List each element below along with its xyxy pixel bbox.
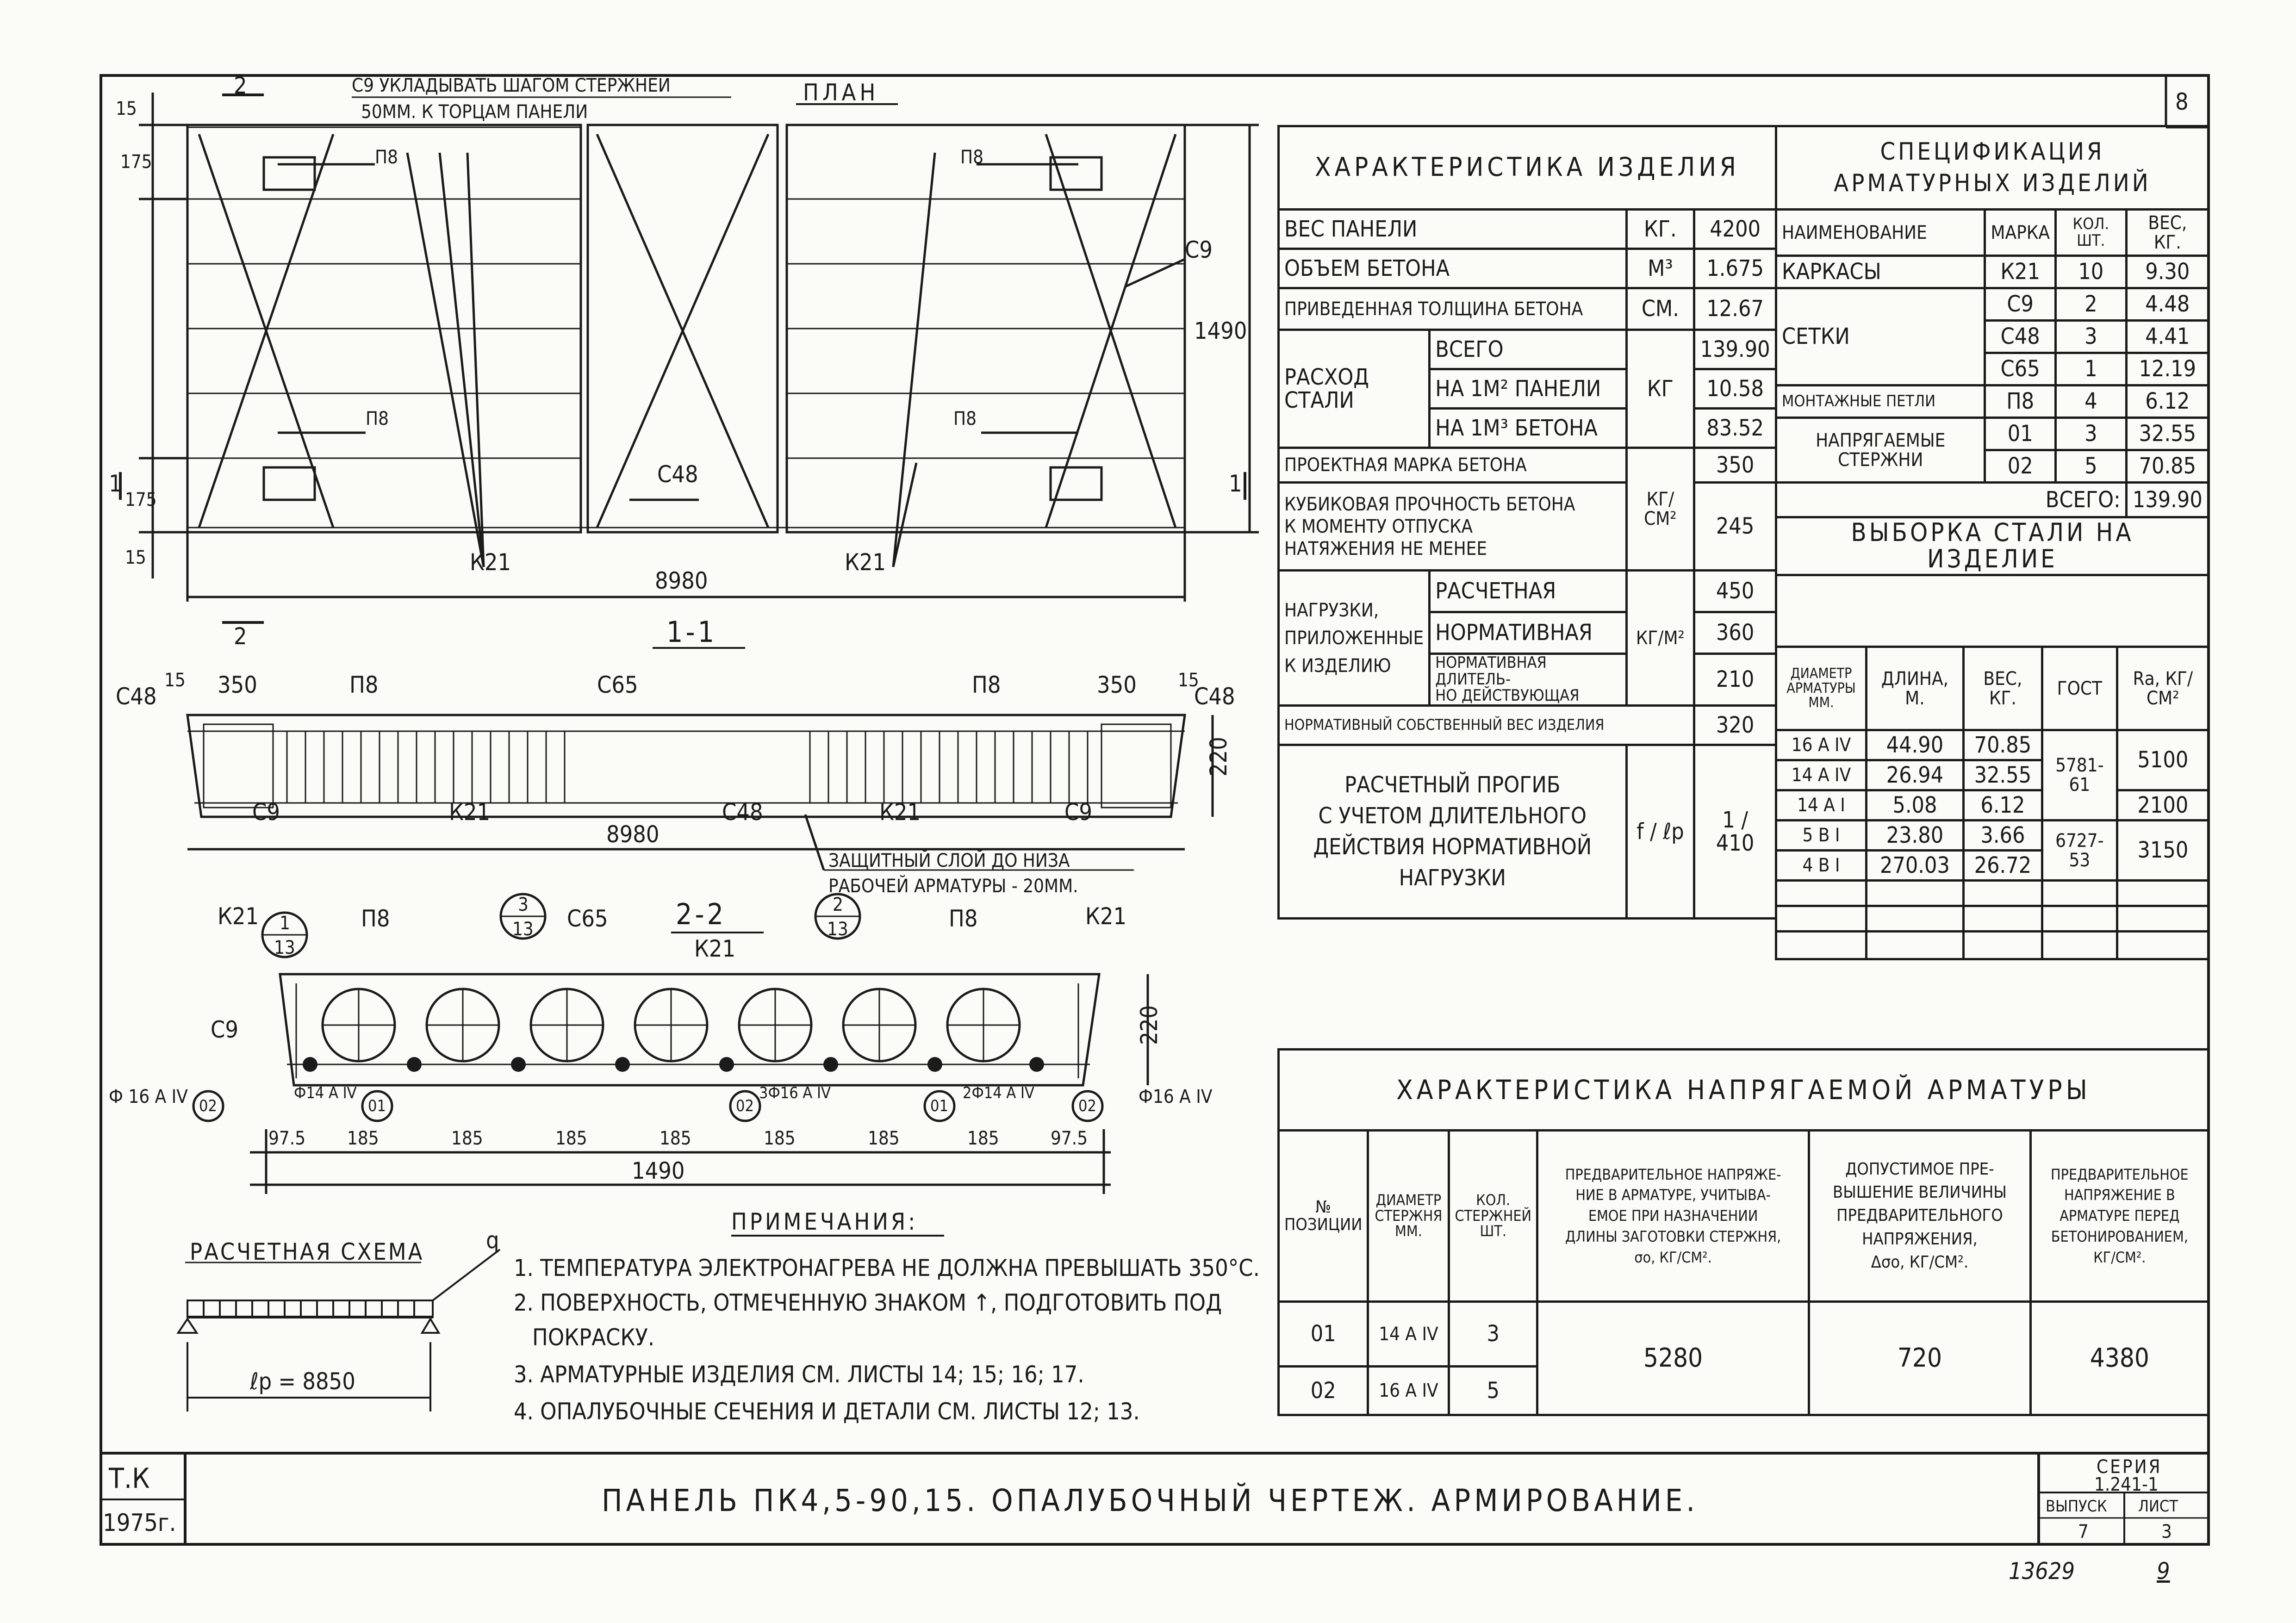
char-volume-label: ОБЪЕМ БЕТОНА <box>1279 249 1627 288</box>
sel-row1-w: 32.55 <box>1963 760 2042 790</box>
s22-phi16-3: 3Ф16 А IV <box>759 1084 831 1102</box>
spec-row0-mark: К21 <box>1985 256 2056 288</box>
char-steel-total-value: 139.90 <box>1694 330 1776 369</box>
s22-dim-5: 185 <box>764 1128 796 1149</box>
char-load-calc-label: РАСЧЕТНАЯ <box>1430 571 1626 612</box>
ps-h-dev-4: НАПРЯЖЕНИЯ, <box>1862 1229 1978 1249</box>
spec-row0-weight: 9.30 <box>2126 256 2209 288</box>
s11-dim-8980: 8980 <box>606 821 660 848</box>
sel-row2-dia: 14 А I <box>1776 790 1867 821</box>
spec-row1-name: СЕТКИ <box>1776 288 1985 386</box>
steel-selection-table <box>1775 646 2210 960</box>
spec-row1-mark: С9 <box>1985 288 2056 321</box>
characteristics-table <box>1277 125 1777 920</box>
plan-c48: С48 <box>657 461 698 488</box>
plan-dim-15-bottom: 15 <box>125 547 146 568</box>
title-series-label: СЕРИЯ <box>2097 1456 2162 1478</box>
char-load-norm-label: НОРМАТИВНАЯ <box>1430 612 1626 654</box>
section-marker-top: 2 <box>234 72 247 99</box>
s22-dim-220: 220 <box>1135 1005 1163 1045</box>
bar-02-m: 02 <box>736 1097 754 1115</box>
spec-row4-mark: П8 <box>1985 386 2056 418</box>
ps-h-sigma-5: σо, КГ/СМ². <box>1634 1248 1712 1266</box>
sel-row0-dia: 16 А IV <box>1776 730 1867 760</box>
spec-h-qty: КОЛ. ШТ. <box>2055 210 2126 256</box>
spec-row2-weight: 4.41 <box>2126 321 2209 353</box>
sel-ra-3: 3150 <box>2117 821 2209 881</box>
spec-h-name: НАИМЕНОВАНИЕ <box>1776 210 1985 256</box>
plan-dim-8980: 8980 <box>655 567 708 594</box>
section-marker-left: 1 <box>109 470 122 497</box>
title-org: Т.К <box>109 1462 150 1495</box>
ps-h-dev-2: ВЫШЕНИЕ ВЕЛИЧИНЫ <box>1833 1182 2007 1202</box>
spec-h-weight: ВЕС, КГ. <box>2126 210 2209 256</box>
bar-02-l: 02 <box>199 1097 217 1115</box>
plan-k21-1: К21 <box>470 549 511 576</box>
spec-row6-qty: 5 <box>2055 450 2126 483</box>
ps-h-sigma-3: ЕМОЕ ПРИ НАЗНАЧЕНИИ <box>1588 1207 1758 1225</box>
ps-pre: 4380 <box>2030 1302 2209 1415</box>
spec-h-mark: МАРКА <box>1985 210 2056 256</box>
ps-h-pre-5: КГ/СМ². <box>2093 1248 2146 1266</box>
s22-dim-4: 185 <box>660 1128 691 1149</box>
section-marker-bottom: 2 <box>234 623 247 650</box>
ps-h-pre-2: НАПРЯЖЕНИЕ В <box>2064 1186 2175 1204</box>
callout-3-bot: 13 <box>512 919 534 940</box>
char-deflection-3: ДЕЙСТВИЯ НОРМАТИВНОЙ <box>1313 834 1592 860</box>
s11-dim-15-l: 15 <box>164 670 186 691</box>
ps-h-pre-4: БЕТОНИРОВАНИЕМ, <box>2051 1227 2188 1245</box>
archive-number: 13629 <box>2009 1558 2075 1585</box>
prestress-title: ХАРАКТЕРИСТИКА НАПРЯГАЕМОЙ АРМАТУРЫ <box>1279 1050 2209 1131</box>
s22-dim-2: 185 <box>451 1128 483 1149</box>
spec-title-2: АРМАТУРНЫХ ИЗДЕЛИЙ <box>1834 169 2151 197</box>
sel-row1-dia: 14 А IV <box>1776 760 1867 790</box>
ps-h-dev-3: ПРЕДВАРИТЕЛЬНОГО <box>1836 1206 2003 1225</box>
spec-row0-qty: 10 <box>2055 256 2126 288</box>
callout-1-top: 1 <box>280 913 290 934</box>
s22-dim-8: 97.5 <box>1051 1128 1088 1149</box>
s11-p8-l: П8 <box>349 672 379 698</box>
spec-title-1: СПЕЦИФИКАЦИЯ <box>1880 137 2105 166</box>
char-steel-label: РАСХОД СТАЛИ <box>1279 330 1430 448</box>
plan-p8-4: П8 <box>953 408 977 429</box>
char-load-long-value: 210 <box>1694 654 1776 706</box>
char-steel-m2-label: НА 1М² ПАНЕЛИ <box>1430 369 1626 409</box>
plan-k21-2: К21 <box>845 549 886 576</box>
char-steel-total-label: ВСЕГО <box>1430 330 1626 369</box>
ps-row1-dia: 16 А IV <box>1368 1367 1449 1415</box>
char-self-weight-label: НОРМАТИВНЫЙ СОБСТВЕННЫЙ ВЕС ИЗДЕЛИЯ <box>1279 706 1694 745</box>
s22-k21-r: К21 <box>1085 903 1127 930</box>
ps-h-pos: № ПОЗИЦИИ <box>1279 1131 1368 1302</box>
note-2: 2. ПОВЕРХНОСТЬ, ОТМЕЧЕННУЮ ЗНАКОМ ↑, ПОДГОТОВИТЬ ПОД <box>514 1289 1222 1316</box>
ps-h-dev-5: Δσо, КГ/СМ². <box>1871 1253 1969 1272</box>
title-sheet: 3 <box>2161 1521 2172 1542</box>
spec-row6-weight: 70.85 <box>2126 450 2209 483</box>
sel-h-w: ВЕС, КГ. <box>1963 647 2042 730</box>
s22-k21-m: К21 <box>694 935 736 962</box>
char-cube-label-3: НАТЯЖЕНИЯ НЕ МЕНЕЕ <box>1284 538 1487 560</box>
note-4: 4. ОПАЛУБОЧНЫЕ СЕЧЕНИЯ И ДЕТАЛИ СМ. ЛИСТЫ 12; 13. <box>514 1398 1140 1425</box>
char-deflection-value: 1 / 410 <box>1694 745 1776 919</box>
ps-row0-pos: 01 <box>1279 1302 1368 1367</box>
callout-3-top: 3 <box>518 894 529 915</box>
plan-p8-1: П8 <box>375 147 398 168</box>
scheme-q: q <box>486 1227 499 1254</box>
sel-row4-len: 270.03 <box>1867 851 1964 881</box>
sel-ra-1: 5100 <box>2117 730 2209 790</box>
scheme-lp: ℓр = 8850 <box>250 1368 355 1395</box>
s22-dim-3: 185 <box>555 1128 587 1149</box>
section-1-1-hatch <box>287 731 1088 803</box>
sel-h-gost: ГОСТ <box>2042 647 2117 730</box>
plan-dim-1490: 1490 <box>1194 317 1247 344</box>
s22-dim-6: 185 <box>868 1128 900 1149</box>
s22-phi14-l: Ф14 А IV <box>294 1084 357 1102</box>
title-name: ПАНЕЛЬ ПК4,5-90,15. ОПАЛУБОЧНЫЙ ЧЕРТЕЖ. АРМИРОВАНИЕ. <box>602 1483 1699 1518</box>
specification-table <box>1775 125 2210 576</box>
title-series: 1.241-1 <box>2094 1474 2159 1495</box>
s11-c65: С65 <box>597 672 638 698</box>
ps-h-sigma-2: НИЕ В АРМАТУРЕ, УЧИТЫВА- <box>1575 1186 1771 1204</box>
char-steel-m2-value: 10.58 <box>1694 369 1776 409</box>
spec-row4-qty: 4 <box>2055 386 2126 418</box>
ps-sigma: 5280 <box>1537 1302 1809 1415</box>
char-load-norm-value: 360 <box>1694 612 1776 654</box>
plan-dim-15-top: 15 <box>116 98 137 119</box>
ps-h-sigma-1: ПРЕДВАРИТЕЛЬНОЕ НАПРЯЖЕ- <box>1565 1165 1781 1183</box>
title-year: 1975г. <box>103 1509 176 1537</box>
s22-p8-l: П8 <box>361 905 390 932</box>
bar-02-r: 02 <box>1078 1097 1096 1115</box>
sel-row2-w: 6.12 <box>1963 790 2042 821</box>
protect-layer-1: ЗАЩИТНЫЙ СЛОЙ ДО НИЗА <box>828 850 1070 871</box>
plan-p8-3: П8 <box>960 147 983 168</box>
sheet-number: 8 <box>2175 88 2189 115</box>
spec-row1-weight: 4.48 <box>2126 288 2209 321</box>
section-1-1-outline <box>187 715 1185 817</box>
s22-phi-r: Ф16 А IV <box>1139 1086 1213 1107</box>
s22-dim-0: 97.5 <box>268 1128 306 1149</box>
char-cube-unit: КГ/СМ² <box>1626 448 1694 571</box>
note-c9-line1: С9 УКЛАДЫВАТЬ ШАГОМ СТЕРЖНЕЙ <box>352 75 671 96</box>
char-cube-label-2: К МОМЕНТУ ОТПУСКА <box>1284 516 1473 537</box>
ps-delta: 720 <box>1809 1302 2031 1415</box>
char-thickness-label: ПРИВЕДЕННАЯ ТОЛЩИНА БЕТОНА <box>1279 288 1627 330</box>
ps-h-pre-3: АРМАТУРЕ ПЕРЕД <box>2060 1207 2180 1225</box>
s11-p8-r: П8 <box>972 672 1001 698</box>
char-self-weight-value: 320 <box>1694 706 1776 745</box>
spec-row5-weight: 32.55 <box>2126 418 2209 450</box>
char-weight-value: 4200 <box>1694 210 1776 249</box>
bar-01-l: 01 <box>368 1097 386 1115</box>
spec-row0-name: КАРКАСЫ <box>1776 256 1985 288</box>
selection-title: ВЫБОРКА СТАЛИ НА ИЗДЕЛИЕ <box>1776 517 2209 575</box>
callout-2-bot: 13 <box>827 919 848 940</box>
char-steel-m3-label: НА 1М³ БЕТОНА <box>1430 409 1626 448</box>
char-weight-label: ВЕС ПАНЕЛИ <box>1279 210 1627 249</box>
sel-h-len: ДЛИНА, М. <box>1867 647 1964 730</box>
note-3: 3. АРМАТУРНЫЕ ИЗДЕЛИЯ СМ. ЛИСТЫ 14; 15; 16; 17. <box>514 1361 1084 1388</box>
char-deflection-4: НАГРУЗКИ <box>1399 865 1506 891</box>
note-c9-line2: 50ММ. К ТОРЦАМ ПАНЕЛИ <box>361 101 588 123</box>
sel-row3-w: 3.66 <box>1963 821 2042 851</box>
char-loads-3: К ИЗДЕЛИЮ <box>1284 655 1391 677</box>
note-2b: ПОКРАСКУ. <box>532 1324 655 1351</box>
plan-c9: С9 <box>1185 236 1213 263</box>
sel-gost-2: 6727-53 <box>2042 821 2117 881</box>
sel-h-ra: Rа, КГ/СМ² <box>2117 647 2209 730</box>
ps-row0-dia: 14 А IV <box>1368 1302 1449 1367</box>
spec-row3-qty: 1 <box>2055 353 2126 386</box>
sel-gost-1: 5781-61 <box>2042 730 2117 821</box>
char-steel-unit: КГ <box>1626 330 1694 448</box>
ps-row1-pos: 02 <box>1279 1367 1368 1415</box>
callout-1-bot: 13 <box>274 937 295 958</box>
s11-k21-l: К21 <box>449 799 491 826</box>
plan-dim-175-bottom: 175 <box>125 489 157 510</box>
spec-row5-name: НАПРЯГАЕМЫЕ СТЕРЖНИ <box>1776 418 1985 483</box>
sel-row0-len: 44.90 <box>1867 730 1964 760</box>
plan-label: ПЛАН <box>803 79 879 106</box>
char-cube-label-1: КУБИКОВАЯ ПРОЧНОСТЬ БЕТОНА <box>1284 493 1575 515</box>
char-deflection-2: С УЧЕТОМ ДЛИТЕЛЬНОГО <box>1318 802 1587 829</box>
protect-layer-2: РАБОЧЕЙ АРМАТУРЫ - 20ММ. <box>828 876 1078 897</box>
archive-page: 9 <box>2157 1558 2170 1585</box>
spec-row5-mark: 01 <box>1985 418 2056 450</box>
char-loads-2: ПРИЛОЖЕННЫЕ <box>1284 627 1424 649</box>
spec-total-label: ВСЕГО: <box>1776 483 2127 517</box>
char-title: ХАРАКТЕРИСТИКА ИЗДЕЛИЯ <box>1279 126 1776 210</box>
char-load-calc-value: 450 <box>1694 571 1776 612</box>
sel-row3-len: 23.80 <box>1867 821 1964 851</box>
s11-dim-350-l: 350 <box>218 672 257 698</box>
s11-dim-350-r: 350 <box>1097 672 1137 698</box>
char-deflection-unit: f / ℓр <box>1626 745 1694 919</box>
ps-row1-qty: 5 <box>1449 1367 1537 1415</box>
note-1: 1. ТЕМПЕРАТУРА ЭЛЕКТРОНАГРЕВА НЕ ДОЛЖНА ПРЕВЫШАТЬ 350°С. <box>514 1255 1260 1281</box>
sel-ra-2: 2100 <box>2117 790 2209 821</box>
s11-c9-l: С9 <box>252 799 280 826</box>
spec-row3-weight: 12.19 <box>2126 353 2209 386</box>
spec-row3-mark: С65 <box>1985 353 2056 386</box>
section-marker-right: 1 <box>1229 470 1242 497</box>
sel-row0-w: 70.85 <box>1963 730 2042 760</box>
char-load-long-2: НО ДЕЙСТВУЮЩАЯ <box>1435 686 1580 705</box>
sel-row2-len: 5.08 <box>1867 790 1964 821</box>
sel-row4-w: 26.72 <box>1963 851 2042 881</box>
s22-k21-l: К21 <box>218 903 259 930</box>
title-sheet-label: ЛИСТ <box>2138 1497 2178 1516</box>
s22-p8-r: П8 <box>949 905 978 932</box>
sel-row3-dia: 5 В I <box>1776 821 1867 851</box>
spec-total-value: 139.90 <box>2126 483 2209 517</box>
plan-p8-2: П8 <box>366 408 389 429</box>
char-grade-value: 350 <box>1694 448 1776 483</box>
plan-dim-175-top: 175 <box>120 151 152 173</box>
callout-2-top: 2 <box>833 894 843 915</box>
s11-k21-r: К21 <box>879 799 921 826</box>
spec-row4-name: МОНТАЖНЫЕ ПЕТЛИ <box>1776 386 1985 418</box>
sel-h-dia: ДИАМЕТР АРМАТУРЫ ММ. <box>1776 647 1867 730</box>
spec-row4-weight: 6.12 <box>2126 386 2209 418</box>
s11-c48-right: С48 <box>1194 683 1235 710</box>
bar-01-m: 01 <box>930 1097 948 1115</box>
s11-dim-220: 220 <box>1205 737 1232 777</box>
s22-dim-7: 185 <box>967 1128 999 1149</box>
char-cube-value: 245 <box>1694 483 1776 571</box>
char-steel-m3-value: 83.52 <box>1694 409 1776 448</box>
char-volume-unit: М³ <box>1626 249 1694 288</box>
prestress-table <box>1277 1048 2210 1416</box>
sel-row4-dia: 4 В I <box>1776 851 1867 881</box>
s22-c9: С9 <box>211 1016 239 1043</box>
ps-row0-qty: 3 <box>1449 1302 1537 1367</box>
s22-phi14-2: 2Ф14 А IV <box>963 1084 1034 1102</box>
spec-row2-qty: 3 <box>2055 321 2126 353</box>
char-load-unit: КГ/М² <box>1626 571 1694 706</box>
s11-c48-mid: С48 <box>722 799 763 826</box>
char-grade-label: ПРОЕКТНАЯ МАРКА БЕТОНА <box>1279 448 1627 483</box>
s22-phi-l: Ф 16 А IV <box>109 1086 188 1107</box>
s11-dim-15-r: 15 <box>1178 670 1199 691</box>
ps-h-qty: КОЛ. СТЕРЖНЕЙ ШТ. <box>1449 1131 1537 1302</box>
char-deflection-1: РАСЧЕТНЫЙ ПРОГИБ <box>1344 771 1561 798</box>
title-issue: 7 <box>2078 1521 2089 1542</box>
scheme-title: РАСЧЕТНАЯ СХЕМА <box>190 1238 424 1265</box>
ps-h-dev-1: ДОПУСТИМОЕ ПРЕ- <box>1845 1159 1994 1179</box>
char-volume-value: 1.675 <box>1694 249 1776 288</box>
section-1-1-title: 1-1 <box>666 615 717 649</box>
char-thickness-unit: СМ. <box>1626 288 1694 330</box>
char-load-long-1: НОРМАТИВНАЯ ДЛИТЕЛЬ- <box>1435 653 1547 689</box>
spec-row2-mark: С48 <box>1985 321 2056 353</box>
ps-h-dia: ДИАМЕТР СТЕРЖНЯ ММ. <box>1368 1131 1449 1302</box>
s22-dim-total: 1490 <box>632 1157 685 1184</box>
ps-h-pre-1: ПРЕДВАРИТЕЛЬНОЕ <box>2051 1165 2189 1183</box>
notes-title: ПРИМЕЧАНИЯ: <box>731 1208 918 1235</box>
spec-row1-qty: 2 <box>2055 288 2126 321</box>
ps-h-sigma-4: ДЛИНЫ ЗАГОТОВКИ СТЕРЖНЯ, <box>1565 1227 1781 1245</box>
spec-row6-mark: 02 <box>1985 450 2056 483</box>
sel-row1-len: 26.94 <box>1867 760 1964 790</box>
s22-c65: С65 <box>567 905 608 932</box>
s11-c48-left: С48 <box>116 683 157 710</box>
char-weight-unit: КГ. <box>1626 210 1694 249</box>
spec-row5-qty: 3 <box>2055 418 2126 450</box>
section-2-2-title: 2-2 <box>676 897 727 931</box>
s11-c9-r: С9 <box>1064 799 1093 826</box>
title-issue-label: ВЫПУСК <box>2046 1497 2107 1516</box>
char-thickness-value: 12.67 <box>1694 288 1776 330</box>
char-loads-1: НАГРУЗКИ, <box>1284 599 1379 621</box>
s22-dim-1: 185 <box>347 1128 379 1149</box>
